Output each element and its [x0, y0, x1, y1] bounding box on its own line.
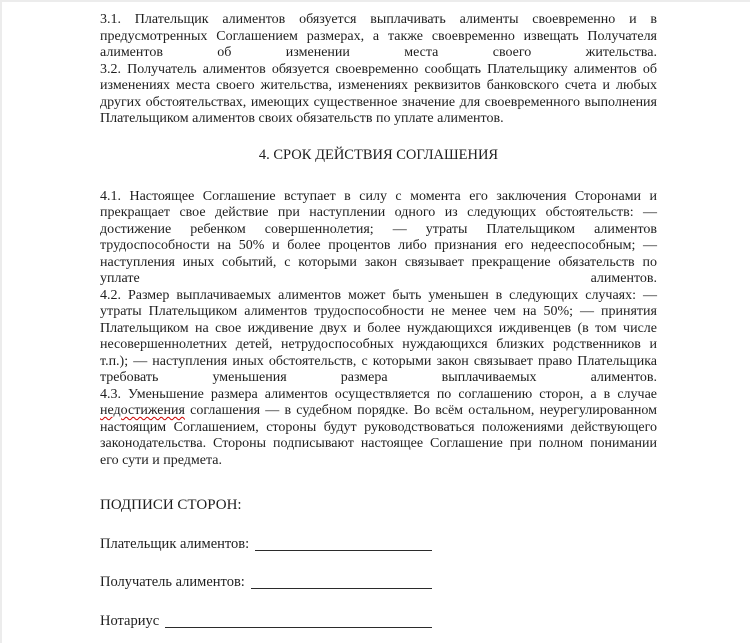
document-body — [100, 12, 657, 630]
text-line: прекращает свое действие при наступлении одного из следующих обстоятельств: — — [100, 205, 657, 220]
text-line: 4.3. Уменьшение размера алиментов осуществляется по соглашению сторон, а в случае — [100, 386, 657, 402]
text-line: требовать уменьшения размера выплачиваемых алиментов. — [100, 370, 657, 385]
text-line: недостижения соглашения — в судебном порядке. Во всём остальном, неурегулированном — [100, 403, 657, 418]
clause-3-1 — [100, 12, 657, 62]
signatures-title: ПОДПИСИ СТОРОН: — [100, 497, 242, 513]
text-line: Плательщиком на свое иждивение двух и более нуждающихся иждивенцев (в том числе — [100, 320, 657, 336]
signature-row-recipient — [100, 574, 432, 591]
text-line: других обстоятельствах, имеющих существенное значение для своевременного выполнения — [100, 94, 657, 110]
signature-row-notary — [100, 613, 432, 630]
text-line: предусмотренных Соглашением размерах, а также своевременно извещать Получателя — [100, 28, 657, 44]
text-line: алиментов об изменении места своего жительства. — [100, 45, 657, 60]
signature-blank-line — [255, 538, 432, 551]
text-line: несовершеннолетних детей, нетрудоспособных нуждающихся близких родственников и — [100, 337, 657, 352]
signature-label-payer: Плательщик алиментов: — [100, 536, 250, 552]
signature-row-payer — [100, 536, 432, 553]
text-line: утраты Плательщиком алиментов трудоспособности не менее чем на 50%; — принятия — [100, 304, 657, 319]
signature-label-notary: Нотариус — [100, 613, 160, 629]
text-line: 3.2. Получатель алиментов обязуется своевременно сообщать Плательщику алиментов об — [100, 61, 657, 77]
text-line: законодательства. Стороны подписывают настоящее Соглашение при полном понимании — [100, 436, 657, 451]
clause-4-2 — [100, 288, 657, 387]
section-4-heading: 4. СРОК ДЕЙСТВИЯ СОГЛАШЕНИЯ — [258, 146, 499, 163]
misspelled-word: недостижения — [100, 403, 185, 418]
text-line: изменениях места своего жительства, изменениях реквизитов банковского счета и любых — [100, 78, 657, 93]
clause-4-1 — [100, 189, 657, 288]
text-line: т.п.); — наступления иных обстоятельств, с которыми закон связывает право Плательщика — [100, 353, 657, 369]
signature-label-recipient: Получатель алиментов: — [100, 574, 245, 590]
text-line: его сути и предмета. — [100, 452, 222, 468]
text-line: Плательщиком алиментов своих обязательств по уплате алиментов. — [100, 111, 504, 126]
signature-blank-line — [251, 576, 432, 589]
signature-blank-line — [165, 615, 432, 628]
clause-4-3 — [100, 387, 657, 470]
text-line: трудоспособности на 50% и более процентов либо признания его недееспособным; — — [100, 238, 657, 253]
text-line: 4.1. Настоящее Соглашение вступает в силу с момента его заключения Сторонами и — [100, 188, 657, 204]
text-line: достижение ребенком совершеннолетия; — утраты Плательщиком алиментов — [100, 221, 657, 237]
text-line: 3.1. Плательщик алиментов обязуется выплачивать алименты своевременно и в — [100, 12, 657, 27]
text-line: уплате алиментов. — [100, 271, 657, 286]
clause-3-2 — [100, 62, 657, 128]
text-line: 4.2. Размер выплачиваемых алиментов может быть уменьшен в следующих случаях: — — [100, 287, 657, 303]
text-line: настоящим Соглашением, стороны будут руководствоваться положениями действующего — [100, 419, 657, 435]
text-line: наступления иных событий, с которыми закон связывает прекращение обязательств по — [100, 254, 657, 270]
